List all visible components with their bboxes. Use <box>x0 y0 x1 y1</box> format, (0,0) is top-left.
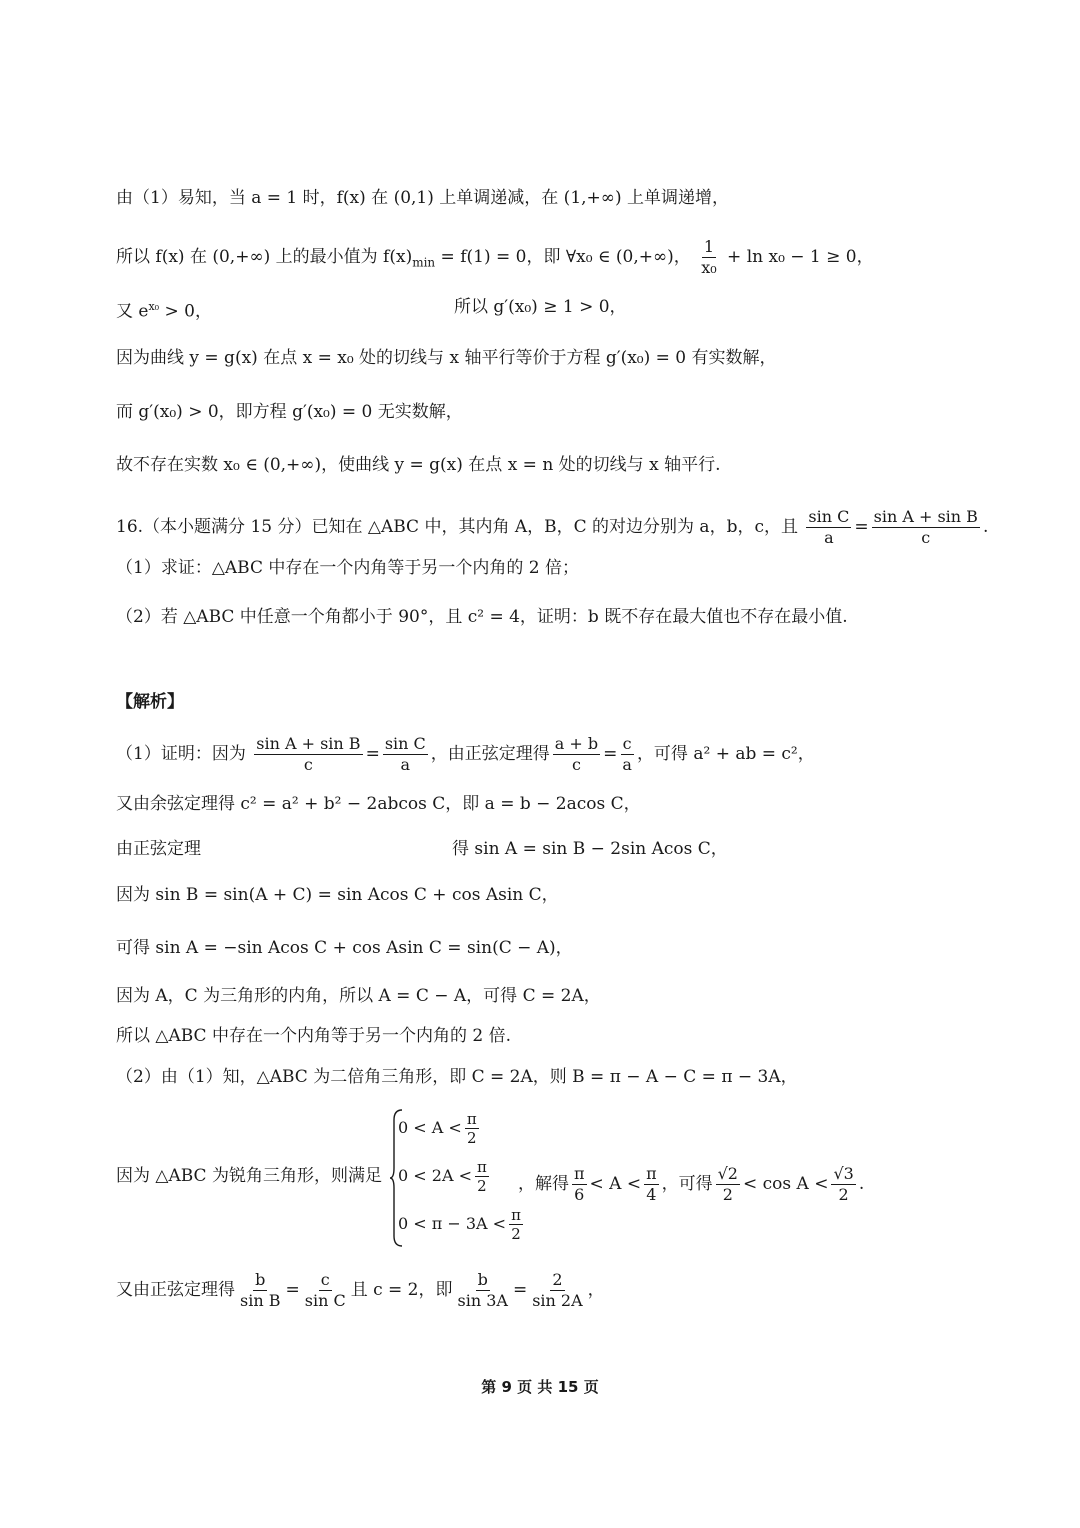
fraction <box>831 1164 855 1205</box>
fraction <box>716 1164 740 1205</box>
fraction <box>509 1206 523 1243</box>
solution-line-3b <box>454 295 627 319</box>
question-16-part-2 <box>116 605 848 629</box>
fraction <box>530 1270 584 1311</box>
numerator: √2 <box>717 1164 738 1183</box>
analysis-line-1 <box>116 734 815 775</box>
fraction <box>465 1110 479 1147</box>
solution-line-6 <box>116 453 720 477</box>
numerator: c <box>622 734 632 753</box>
system-row-2 <box>398 1158 492 1195</box>
numerator: a + b <box>554 734 599 753</box>
numerator: π <box>511 1206 521 1224</box>
denominator: sin 3A <box>457 1291 508 1310</box>
system-row-1 <box>398 1110 482 1147</box>
analysis-line-2 <box>116 792 641 816</box>
numerator: sin C <box>808 507 850 526</box>
equals-sign: = <box>603 744 618 764</box>
fraction <box>872 507 980 548</box>
denominator: a <box>400 755 411 774</box>
question-text: （2）若 △ABC 中任意一个角都小于 90°，且 c² = 4，证明：b 既不存在最大值也不存在最小值. <box>116 607 848 627</box>
denominator: a <box>622 755 632 774</box>
analysis-line-3 <box>116 837 201 861</box>
line-text: 因为 △ABC 为锐角三角形，则满足 <box>116 1166 382 1186</box>
equals-sign: = <box>854 517 869 537</box>
line-text: 因为 sin B = sin(A + C) = sin Acos C + cos Asin C， <box>116 885 559 905</box>
analysis-heading <box>116 690 184 714</box>
line-text: 得 sin A = sin B − 2sin Acos C， <box>452 839 728 859</box>
line-text: 且 c = 2，即 <box>350 1280 453 1300</box>
equals-sign: = <box>512 1280 528 1300</box>
fraction <box>553 734 600 775</box>
numerator: π <box>574 1164 585 1183</box>
line-text: 故不存在实数 x₀ ∈ (0,+∞)，使曲线 y = g(x) 在点 x = n 处的切线与 x 轴平行. <box>116 455 721 475</box>
line-text: 所以 g′(x₀) ≥ 1 > 0， <box>454 297 627 317</box>
line-text: 因为 A，C 为三角形的内角，所以 A = C − A，可得 C = 2A， <box>116 986 601 1006</box>
numerator: 2 <box>552 1270 563 1289</box>
fraction <box>303 1270 348 1311</box>
numerator: sin C <box>384 734 426 753</box>
solution-line-2 <box>116 237 874 278</box>
analysis-line-4 <box>116 883 559 907</box>
numerator: √3 <box>833 1164 854 1183</box>
inequality-system <box>390 1108 521 1248</box>
period: . <box>982 517 989 537</box>
line-text: > 0， <box>159 301 212 322</box>
equals-sign: = <box>365 744 380 764</box>
denominator: x₀ <box>701 258 717 277</box>
fraction <box>699 237 718 278</box>
analysis-line-10 <box>116 1270 605 1311</box>
fraction <box>806 507 851 548</box>
analysis-line-9 <box>116 1164 382 1188</box>
denominator: sin C <box>304 1291 346 1310</box>
denominator: c <box>303 755 313 774</box>
question-16-part-1 <box>116 556 579 580</box>
line-text: ，可得 <box>661 1174 713 1194</box>
solution-line-3 <box>116 295 212 324</box>
question-text: （1）求证：△ABC 中存在一个内角等于另一个内角的 2 倍； <box>116 558 580 578</box>
analysis-line-3b <box>452 837 728 861</box>
line-text: < cos A < <box>742 1174 829 1194</box>
line-text: < A < <box>589 1174 642 1194</box>
line-text: 由正弦定理 <box>116 839 201 859</box>
numerator: c <box>320 1270 330 1289</box>
line-text: ，由正弦定理得 <box>430 744 550 764</box>
denominator: 2 <box>838 1185 849 1204</box>
analysis-line-6 <box>116 984 601 1008</box>
heading-text: 【解析】 <box>116 692 184 712</box>
superscript: x₀ <box>148 300 160 313</box>
fraction <box>572 1164 587 1205</box>
page-footer: 第 9 页 共 15 页 <box>481 1378 599 1396</box>
denominator: 2 <box>722 1185 733 1204</box>
denominator: 2 <box>466 1129 477 1147</box>
fraction <box>238 1270 282 1311</box>
line-text: 又由正弦定理得 <box>116 1280 235 1300</box>
system-row-3 <box>398 1206 526 1243</box>
numerator: 1 <box>703 237 715 256</box>
denominator: c <box>571 755 581 774</box>
denominator: c <box>921 528 931 547</box>
line-text: 由（1）易知，当 a = 1 时，f(x) 在 (0,1) 上单调递减，在 (1,+∞) 上单调递增， <box>116 188 729 208</box>
solution-line-5 <box>116 400 463 424</box>
numerator: sin A + sin B <box>256 734 361 753</box>
numerator: π <box>466 1110 477 1128</box>
numerator: π <box>476 1158 487 1176</box>
line-text: （2）由（1）知，△ABC 为二倍角三角形，即 C = 2A，则 B = π − A − C = π − 3A， <box>116 1067 798 1087</box>
line-text: 又 e <box>116 301 149 322</box>
line-text: ，解得 <box>518 1174 569 1194</box>
row-text: 0 < 2A < <box>398 1166 472 1185</box>
denominator: sin B <box>240 1291 281 1310</box>
denominator: 4 <box>646 1185 657 1204</box>
denominator: 2 <box>477 1177 487 1195</box>
denominator: 2 <box>511 1225 521 1243</box>
line-text: 可得 sin A = −sin Acos C + cos Asin C = sin(C − A)， <box>116 938 573 958</box>
numerator: b <box>255 1270 266 1289</box>
denominator: a <box>824 528 834 547</box>
line-text: 而 g′(x₀) > 0，即方程 g′(x₀) = 0 无实数解， <box>116 402 463 422</box>
fraction <box>254 734 362 775</box>
fraction <box>456 1270 510 1311</box>
fraction <box>383 734 428 775</box>
analysis-line-7 <box>116 1024 511 1048</box>
line-text: （1）证明：因为 <box>116 744 246 764</box>
period: . <box>858 1174 865 1194</box>
line-text: 因为曲线 y = g(x) 在点 x = x₀ 处的切线与 x 轴平行等价于方程 g′(x₀) = 0 有实数解， <box>116 348 777 368</box>
analysis-line-8 <box>116 1065 798 1089</box>
line-text: = f(1) = 0，即 ∀x₀ ∈ (0,+∞)， <box>435 247 691 267</box>
equals-sign: = <box>285 1280 300 1300</box>
denominator: 6 <box>574 1185 585 1204</box>
fraction <box>644 1164 659 1205</box>
question-text: 16.（本小题满分 15 分）已知在 △ABC 中，其内角 A，B，C 的对边分别为 a，b，c，且 <box>116 517 798 537</box>
line-text: 所以 △ABC 中存在一个内角等于另一个内角的 2 倍. <box>116 1026 512 1046</box>
solution-line-1 <box>116 186 729 210</box>
line-text: 所以 f(x) 在 (0,+∞) 上的最小值为 f(x) <box>116 247 413 267</box>
solution-line-4 <box>116 346 777 370</box>
row-text: 0 < π − 3A < <box>398 1214 507 1233</box>
line-text: ，可得 a² + ab = c²， <box>636 744 815 764</box>
fraction <box>475 1158 489 1195</box>
fraction <box>620 734 634 775</box>
subscript: min <box>412 255 436 270</box>
numerator: π <box>646 1164 657 1183</box>
line-text: + ln x₀ − 1 ≥ 0， <box>721 247 874 267</box>
analysis-line-5 <box>116 936 573 960</box>
analysis-line-9b <box>518 1164 864 1205</box>
numerator: b <box>477 1270 488 1289</box>
line-text: ， <box>587 1280 605 1300</box>
row-text: 0 < A < <box>398 1118 462 1137</box>
numerator: sin A + sin B <box>873 507 978 526</box>
question-16-stem <box>116 507 988 548</box>
line-text: 又由余弦定理得 c² = a² + b² − 2abcos C，即 a = b − 2acos C， <box>116 794 641 814</box>
denominator: sin 2A <box>532 1291 583 1310</box>
